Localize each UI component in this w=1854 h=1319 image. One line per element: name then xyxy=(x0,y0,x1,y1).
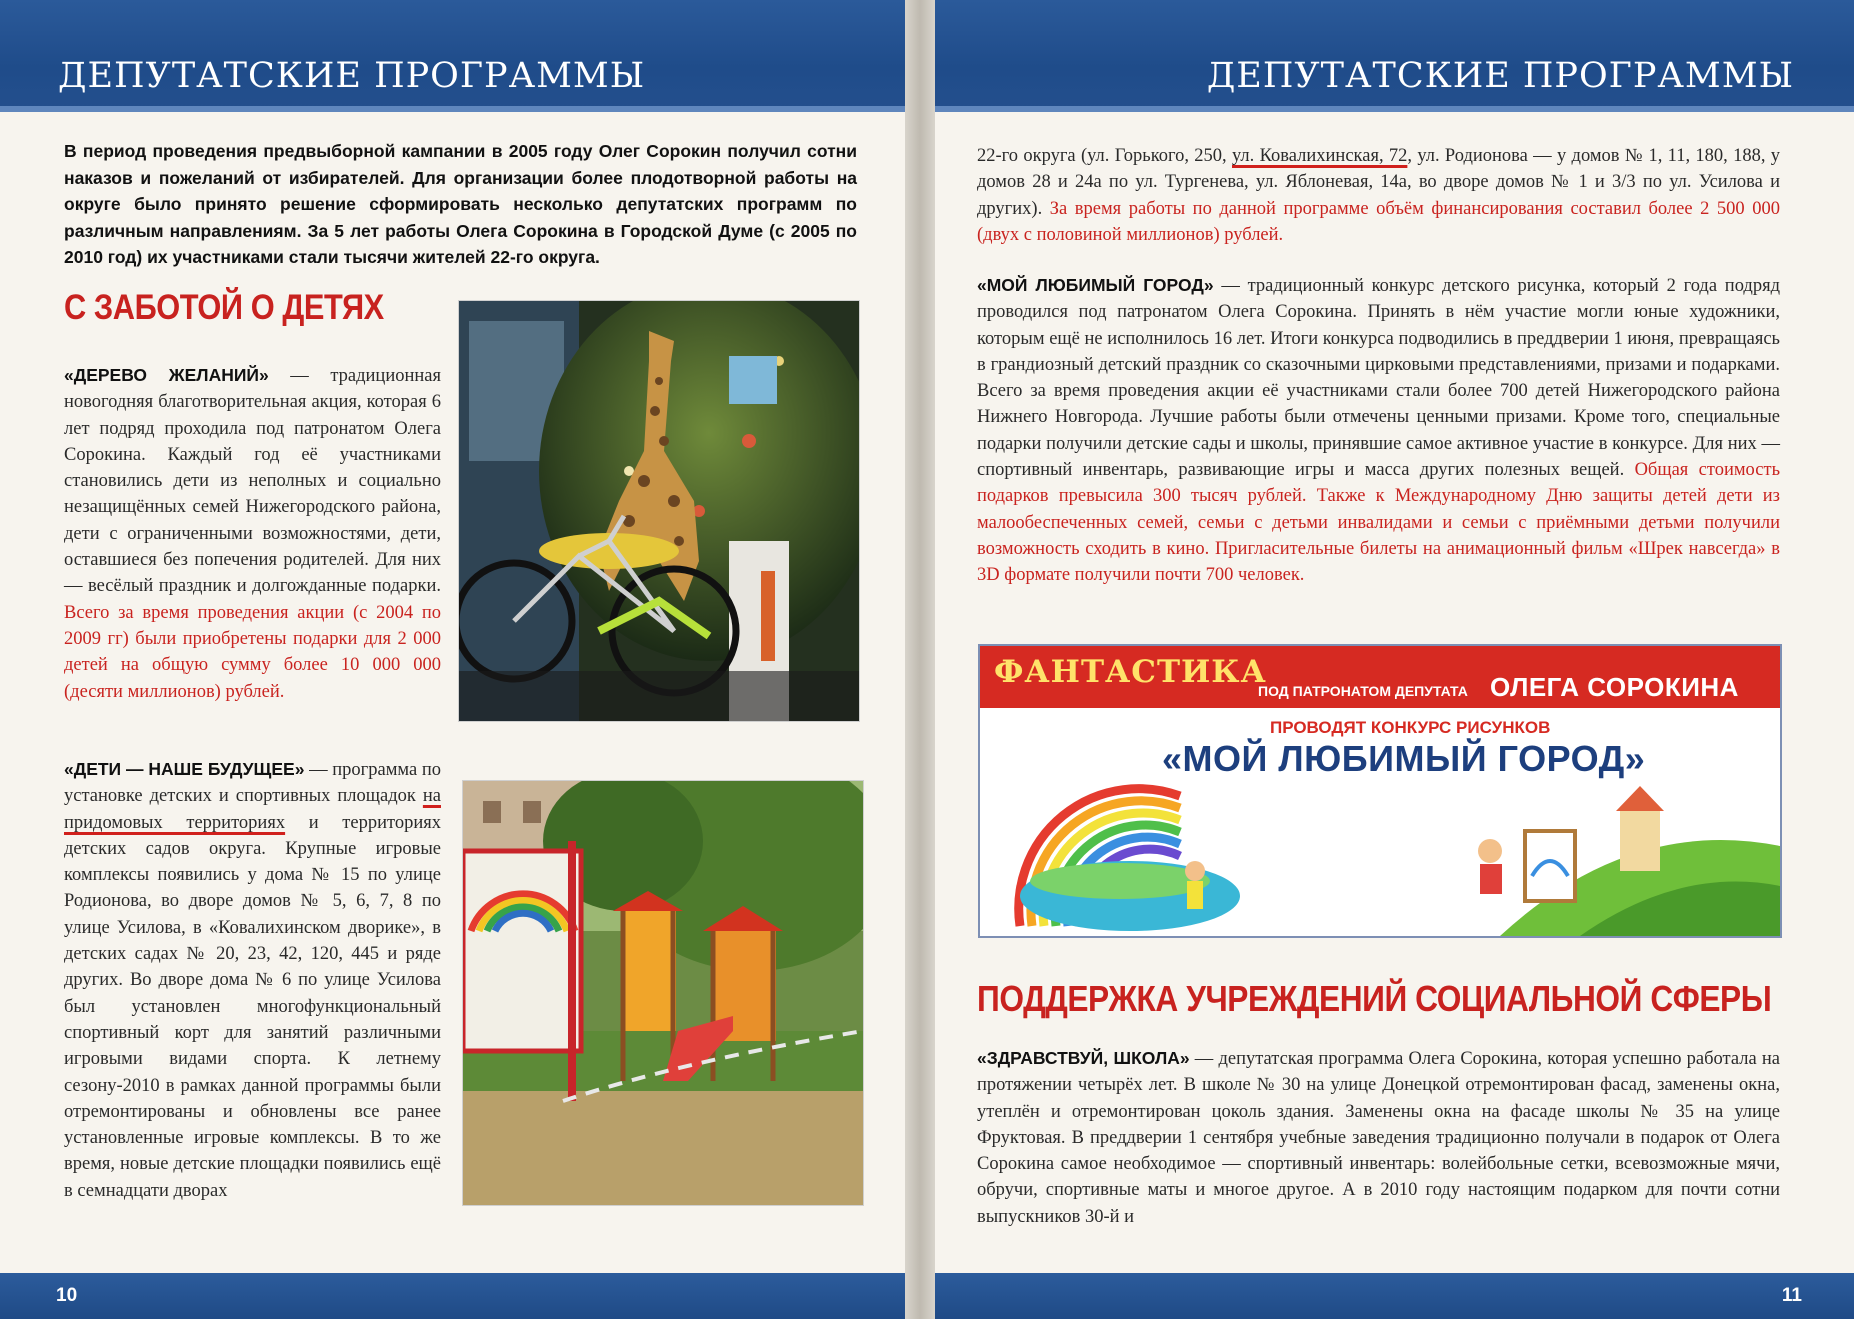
article-lead: «ДЕРЕВО ЖЕЛАНИЙ» xyxy=(64,365,269,385)
article-text: и территориях детских садов округа. Крупные игровые комплексы появились у дома № 15 по улице Родионова, во дворе домов № 5, 6, 7, 8 по улице Усилова, в «Ковалихинском дворике», в детских садах № 20, 23, 42, 120, 445 и ряде других. Во дворе дома № 6 по улице Усилова был установлен многофункциональный спортивный корт для занятий различными игровыми видами спорта. К летнему сезону-2010 в рамках данной программы были отремонтированы и обновлены все ранее установленные игровые комплексы. В то же время, новые детские площадки появились ещё в семнадцати дворах xyxy=(64,812,441,1201)
photo-giraffe-illustration xyxy=(459,301,859,721)
spine-gutter xyxy=(905,0,935,1319)
section-title-children: С ЗАБОТОЙ О ДЕТЯХ xyxy=(64,288,384,327)
article-text: — традиционная новогодняя благотворительная акция, которая 6 лет подряд проходила под патронатом Олега Сорокина. Каждый год её участниками становились дети из неполных и социально незащищённых семей Нижегородского района, дети с ограниченными возможностями, дети, оставшиеся без попечения родителей. Для них — весёлый праздник и долгожданные подарки. xyxy=(64,366,441,597)
page-number: 11 xyxy=(1781,1285,1802,1306)
article-continuation xyxy=(977,143,1780,248)
article-text: — депутатская программа Олега Сорокина, которая успешно работала на протяжении четырёх лет. В школе № 30 на улице Донецкой отремонтирован фасад, заменены окна, утеплён и отремонтирован цоколь здания. Заменены окна на фасаде школы № 35 на улице Фруктовая. В преддверии 1 сентября учебные заведения традиционно получали в подарок от Олега Сорокина самое необходимое — спортивный инвентарь: волейбольные сетки, всевозможные мячи, обручи, спортивные маты и многое другое. А в 2010 году настоящим подарком для почти сотни выпускников 30-й и xyxy=(977,1049,1780,1227)
article-highlight: Общая стоимость подарков превысила 300 тысяч рублей. Также к Международному Дню защиты детей дети из малообеспеченных семей, семьи с детьми инвалидами и семьи с приёмными детьми получили возможность сходить в кино. Пригласительные билеты на анимационный фильм «Шрек навсегда» в 3D формате получили почти 700 человек. xyxy=(977,460,1781,586)
section-title-social: ПОДДЕРЖКА УЧРЕЖДЕНИЙ СОЦИАЛЬНОЙ СФЕРЫ xyxy=(977,978,1772,1019)
article-lead: «МОЙ ЛЮБИМЫЙ ГОРОД» xyxy=(977,275,1214,295)
fantastika-logo: ФАНТАСТИКА xyxy=(994,654,1267,690)
banner-patron-label: ПОД ПАТРОНАТОМ ДЕПУТАТА xyxy=(1258,683,1468,699)
article-highlight: За время работы по данной программе объём финансирования составил более 2 500 000 (двух с половиной миллионов) рублей. xyxy=(977,198,1780,245)
footer-bar xyxy=(919,1273,1854,1319)
banner-contest-name: «МОЙ ЛЮБИМЫЙ ГОРОД» xyxy=(1162,738,1646,779)
page-left xyxy=(0,0,919,1319)
footer-bar xyxy=(0,1273,919,1319)
article-tree-of-wishes xyxy=(64,362,441,705)
article-text: 22-го округа (ул. Горького, 250, xyxy=(977,146,1232,166)
header-title: ДЕПУТАТСКИЕ ПРОГРАММЫ xyxy=(58,56,646,96)
contest-banner xyxy=(978,644,1782,938)
photo-giraffe-bicycles xyxy=(458,300,860,722)
article-underlined-text: на придомовых территориях xyxy=(64,786,441,833)
article-children-future xyxy=(64,756,441,1204)
photo-playground-illustration xyxy=(463,781,863,1205)
header-title: ДЕПУТАТСКИЕ ПРОГРАММЫ xyxy=(1206,56,1794,96)
article-lead: «ДЕТИ — НАШЕ БУДУЩЕЕ» xyxy=(64,759,305,779)
banner-illustration xyxy=(980,776,1780,936)
article-my-beloved-city xyxy=(977,272,1780,589)
article-text: , ул. Родионова — у домов № 1, 11, 180, 188, у домов 28 и 24а по ул. Тургенева, ул. Яблоневая, 14а, во дворе домов № 1 и 3/3 по ул. Усилова и других). xyxy=(977,146,1781,219)
photo-playground xyxy=(462,780,864,1206)
article-text: — программа по установке детских и спортивных площадок xyxy=(64,760,441,807)
article-highlight: Всего за время проведения акции (с 2004 по 2009 гг) были приобретены подарки для 2 000 детей на общую сумму более 10 000 000 (десяти миллионов) рублей. xyxy=(64,602,441,702)
article-underlined-text: ул. Ковалихинская, 72 xyxy=(1232,146,1408,166)
page-number: 10 xyxy=(56,1285,78,1306)
banner-subtitle: ПРОВОДЯТ КОНКУРС РИСУНКОВ xyxy=(1270,718,1551,737)
article-hello-school xyxy=(977,1045,1780,1230)
intro-paragraph: В период проведения предвыборной кампании в 2005 году Олег Сорокин получил сотни наказов и пожеланий от избирателей. Для организации более плодотворной работы на округе было принято решение сформировать несколько депутатских программ по различным направлениям. За 5 лет работы Олега Сорокина в Городской Думе (с 2005 по 2010 год) их участниками стали тысячи жителей 22-го округа. xyxy=(64,141,857,267)
banner-patron-name: ОЛЕГА СОРОКИНА xyxy=(1490,672,1739,702)
article-lead: «ЗДРАВСТВУЙ, ШКОЛА» xyxy=(977,1048,1190,1068)
article-text: — традиционный конкурс детского рисунка, который 2 года подряд проводился под патронатом Олега Сорокина. Принять в нём участие могли юные художники, которым ещё не исполнилось 16 лет. Итоги конкурса подводились в преддверии 1 июня, превращаясь в грандиозный детский праздник со сказочными цирковыми представлениями, призами и подарками. Всего за время проведения акции её участниками стали более 700 детей Нижегородского района Нижнего Новгорода. Лучшие работы были отмечены ценными призами. Кроме того, специальные подарки получили детские сады и школы, принявшие самое активное участие в конкурсе. Для них — спортивный инвентарь, развивающие игры и масса других полезных вещей. xyxy=(977,276,1780,481)
